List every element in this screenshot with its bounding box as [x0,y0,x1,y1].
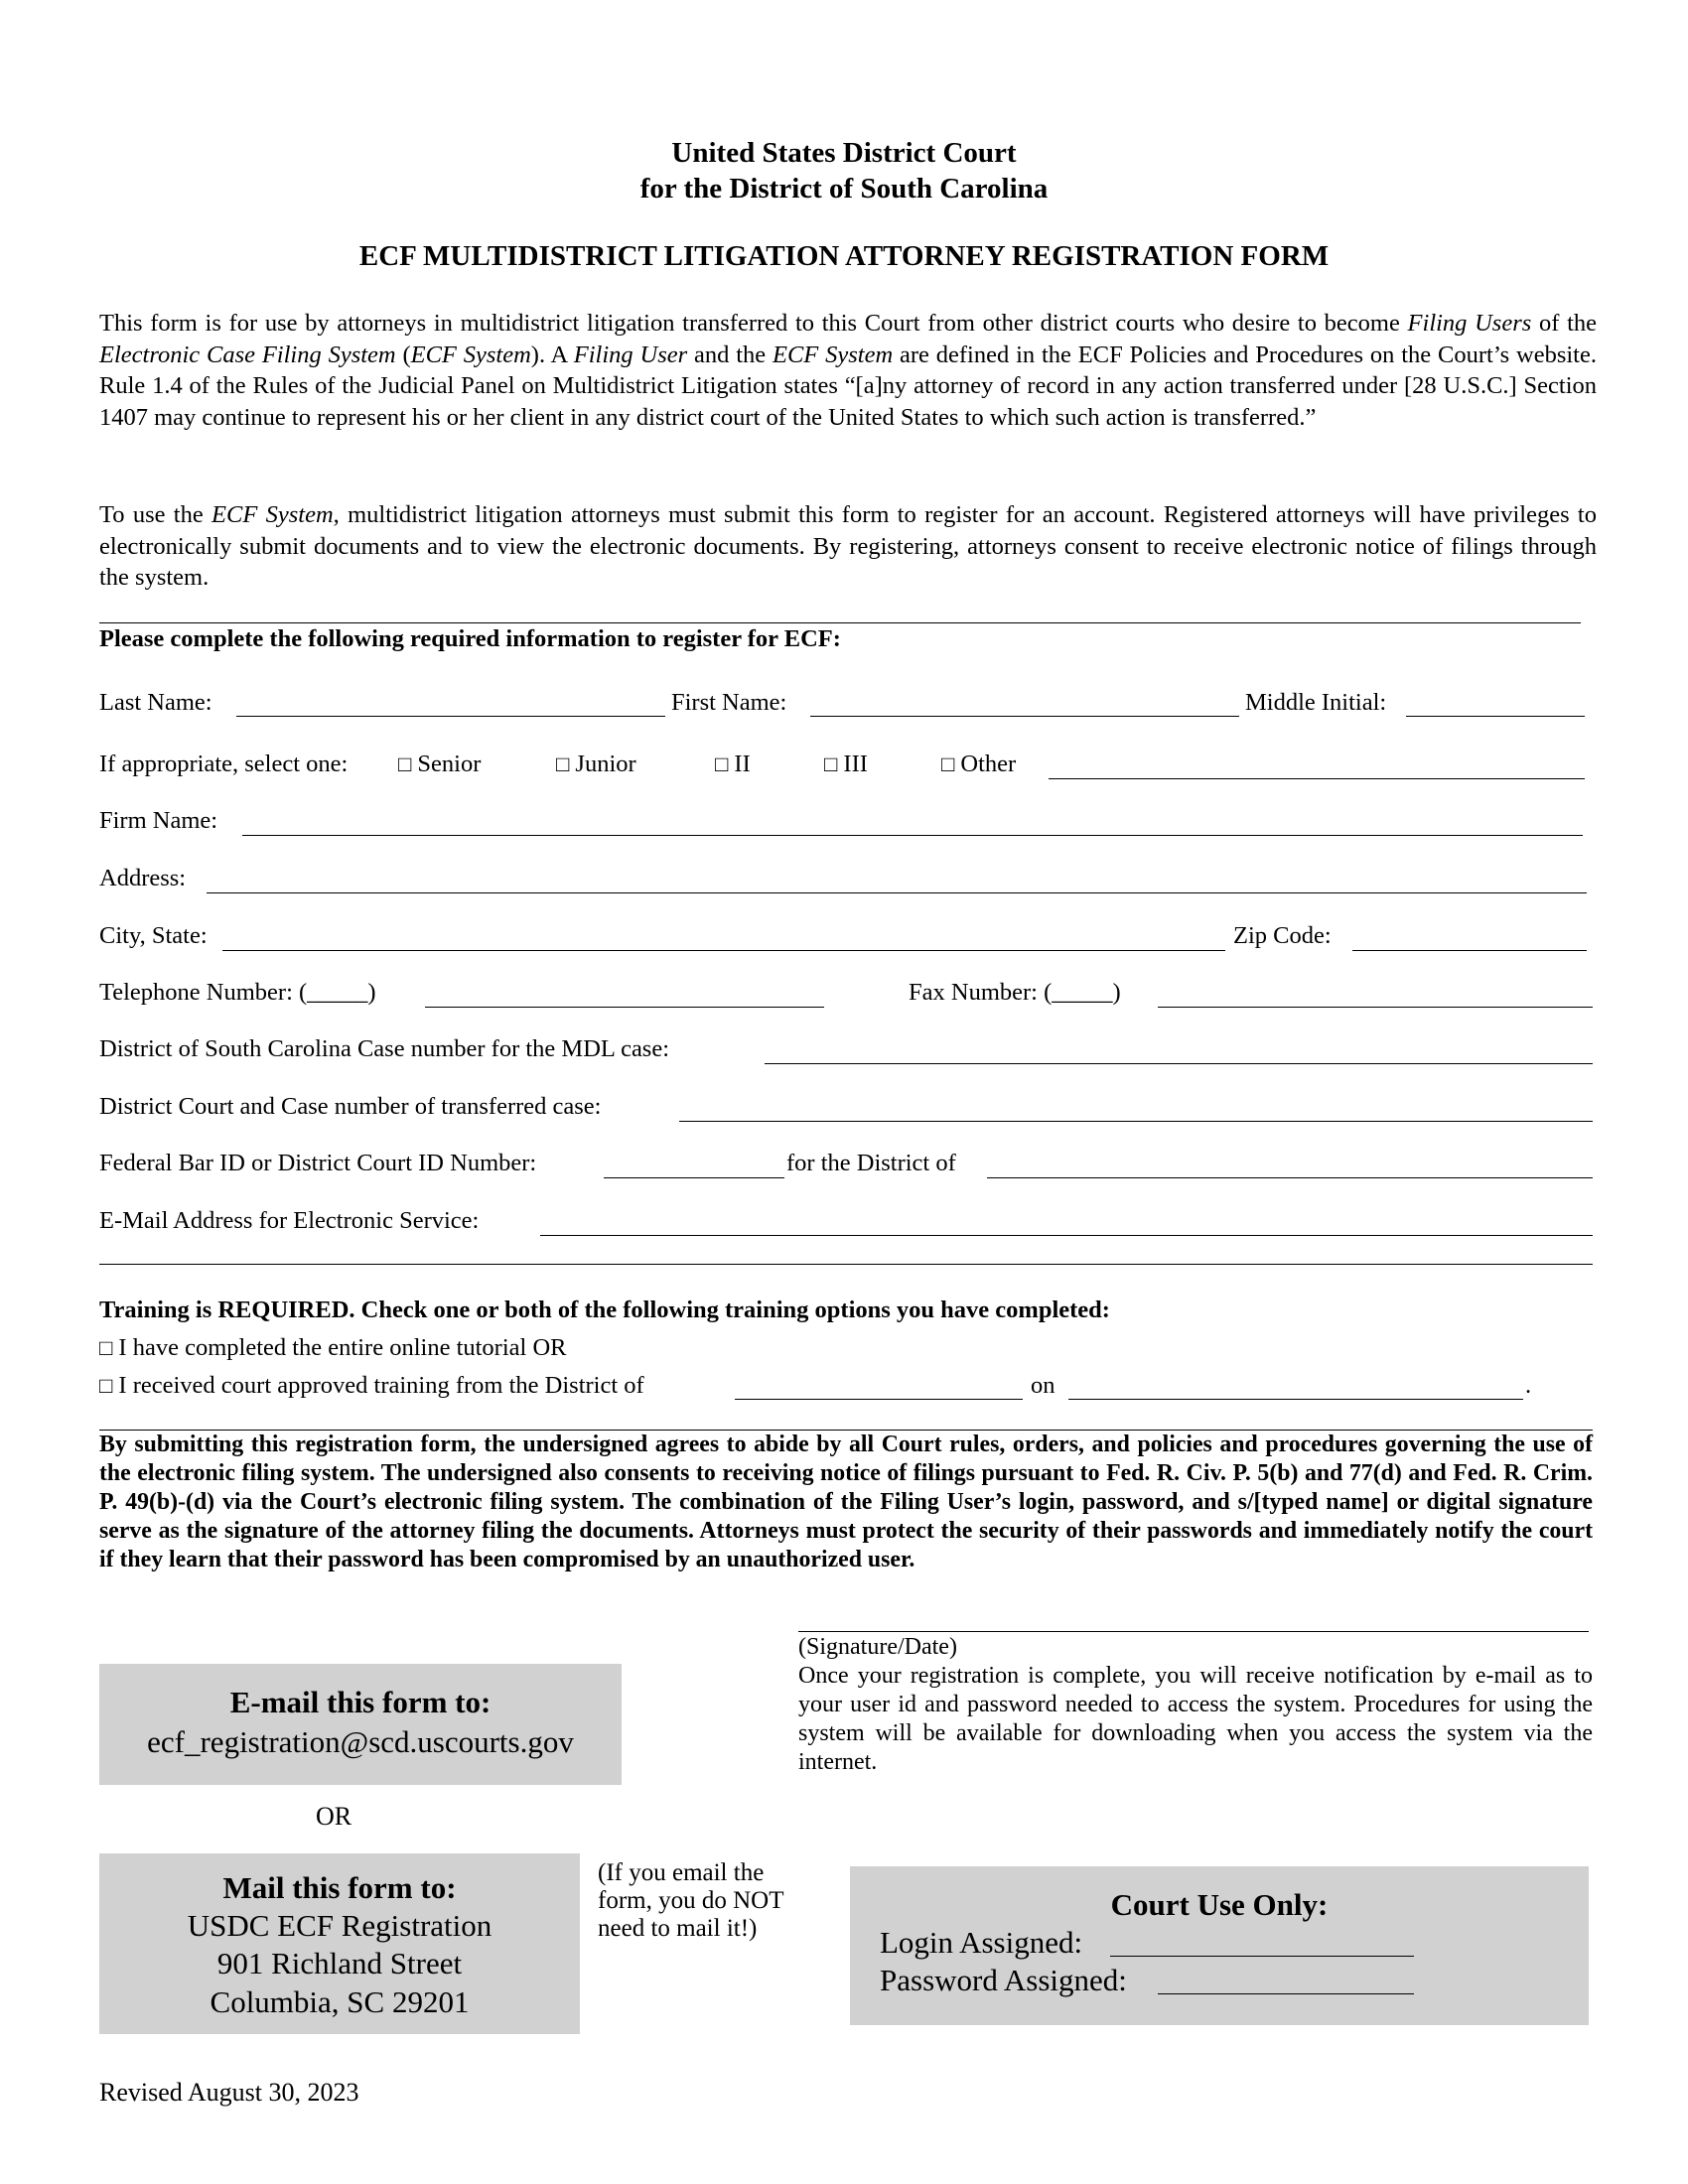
bar-id-label: Federal Bar ID or District Court ID Number: [99,1150,537,1176]
suffix-option-junior[interactable]: □ Junior [556,751,636,777]
email-address[interactable]: ecf_registration@scd.uscourts.gov [147,1724,574,1759]
login-assigned-field [1110,1956,1414,1957]
training-date-field[interactable] [1068,1399,1523,1400]
zip-code-field[interactable] [1352,950,1587,951]
intro-paragraph-1: This form is for use by attorneys in multidistrict litigation transferred to this Court from other district courts who desire to become Filing Users of the Electronic Case Filing System (ECF System). A Filing User and the ECF System are defined in the ECF Policies and Procedures on the Court’s website. Rule 1.4 of the Rules of the Judicial Panel on Multidistrict Litigation states “[a]ny attorney of record in any action transferred under [28 U.S.C.] Section 1407 may continue to represent his or her client in any district court of the United States to which such action is transferred.” [99,310,1598,431]
form-title: ECF MULTIDISTRICT LITIGATION ATTORNEY REGISTRATION FORM [358,240,1330,272]
checkbox-icon: □ [556,751,570,776]
transferred-case-field[interactable] [679,1121,1593,1122]
court-use-heading: Court Use Only: [1110,1887,1329,1922]
mail-box-heading: Mail this form to: [222,1870,457,1905]
or-label: OR [316,1802,352,1831]
mail-address-line-1: USDC ECF Registration [187,1908,492,1943]
for-district-field[interactable] [987,1177,1593,1178]
registration-notice: Once your registration is complete, you will receive notification by e-mail as to your user id and password needed to access the system. Procedures for using the system will be available for downloading when you access the system via the internet. [798,1663,1593,1775]
signature-label: (Signature/Date) [798,1634,957,1660]
for-district-label: for the District of [786,1150,956,1176]
password-assigned-label: Password Assigned: [880,1963,1127,1997]
training-district-field[interactable] [735,1399,1023,1400]
middle-initial-label: Middle Initial: [1245,689,1387,716]
last-name-label: Last Name: [99,689,212,716]
telephone-label: Telephone Number: (_____) [99,979,376,1006]
suffix-prompt: If appropriate, select one: [99,751,349,777]
signature-field[interactable] [798,1631,1589,1632]
court-district: for the District of South Carolina [639,173,1049,205]
last-name-field[interactable] [236,716,665,717]
agreement-text: By submitting this registration form, the undersigned agrees to abide by all Court rules, orders, and policies and procedures governing the use of the electronic filing system. The undersigned also consents to receiving notice of filings pursuant to Fed. R. Civ. P. 5(b) and 77(d) and Fed. R. Crim. P. 49(b)-(d) via the Court’s electronic filing system. The combination of the Filing User’s login, password, and s/[typed name] or digital signature serve as the signature of the attorney filing the documents. Attorneys must protect the security of their passwords and immediately notify the court if they learn that their password has been compromised by an unauthorized user. [99,1432,1593,1572]
checkbox-icon: □ [824,751,838,776]
checkbox-icon: □ [99,1335,113,1360]
fax-field[interactable] [1158,1007,1593,1008]
training-period: . [1525,1372,1532,1399]
address-label: Address: [99,865,187,891]
court-use-box [850,1866,1589,2025]
court-name: United States District Court [671,137,1017,169]
suffix-option-other[interactable]: □ Other [941,751,1017,777]
checkbox-icon: □ [715,751,729,776]
mail-address-line-3: Columbia, SC 29201 [210,1984,470,2019]
training-option-tutorial[interactable]: □ I have completed the entire online tutorial OR [99,1334,567,1361]
firm-name-label: Firm Name: [99,807,218,834]
fax-label: Fax Number: (_____) [909,979,1121,1006]
revised-date: Revised August 30, 2023 [99,2078,359,2107]
city-state-field[interactable] [222,950,1225,951]
login-assigned-label: Login Assigned: [880,1925,1083,1960]
suffix-option-iii[interactable]: □ III [824,751,868,777]
transferred-case-label: District Court and Case number of transferred case: [99,1093,602,1120]
telephone-field[interactable] [425,1007,824,1008]
email-service-label: E-Mail Address for Electronic Service: [99,1207,480,1234]
sc-case-number-field[interactable] [765,1063,1593,1064]
checkbox-icon: □ [99,1373,113,1398]
training-option-court[interactable]: □ I received court approved training from the District of [99,1372,644,1399]
first-name-label: First Name: [671,689,787,716]
email-box-heading: E-mail this form to: [229,1685,492,1719]
middle-initial-field[interactable] [1406,716,1585,717]
training-on-label: on [1031,1372,1055,1399]
email-box [99,1664,622,1785]
password-assigned-field [1158,1993,1414,1994]
section-divider [99,1264,1593,1265]
sc-case-number-label: District of South Carolina Case number for the MDL case: [99,1035,670,1062]
first-name-field[interactable] [810,716,1239,717]
training-heading: Training is REQUIRED. Check one or both of the following training options you have completed: [99,1297,1110,1323]
intro-paragraph-2: To use the ECF System, multidistrict litigation attorneys must submit this form to register for an account. Registered attorneys will have privileges to electronically submit documents and to view the electronic documents. By registering, attorneys consent to receive electronic notice of filings through the system. [99,501,1597,591]
firm-name-field[interactable] [242,835,1583,836]
checkbox-icon: □ [941,751,955,776]
mail-address-line-2: 901 Richland Street [216,1946,463,1980]
mail-note: (If you email the form, you do NOT need to mail it!) [598,1859,784,1942]
checkbox-icon: □ [398,751,412,776]
section-divider [99,622,1581,623]
city-state-label: City, State: [99,922,208,949]
suffix-option-ii[interactable]: □ II [715,751,751,777]
mail-box [99,1853,580,2034]
suffix-other-field[interactable] [1049,778,1585,779]
form-heading: Please complete the following required information to register for ECF: [99,625,841,652]
suffix-option-senior[interactable]: □ Senior [398,751,482,777]
bar-id-field[interactable] [604,1177,784,1178]
email-service-field[interactable] [540,1235,1593,1236]
zip-code-label: Zip Code: [1233,922,1332,949]
address-field[interactable] [207,892,1587,893]
